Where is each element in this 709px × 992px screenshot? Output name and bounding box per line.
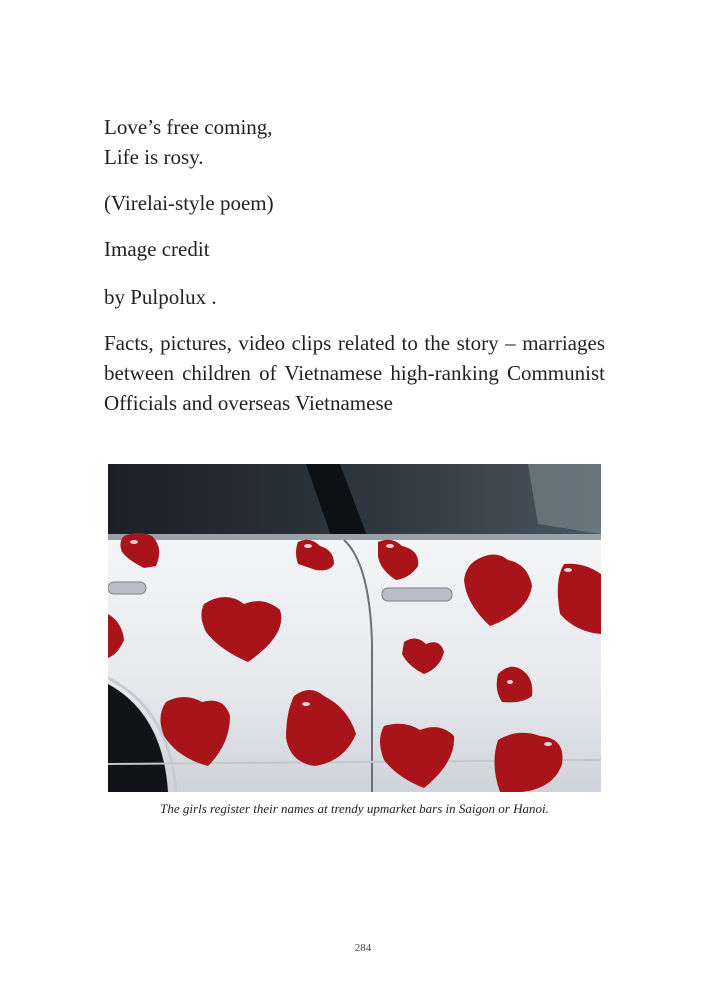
front-door-handle xyxy=(382,588,452,601)
rear-door-handle xyxy=(108,582,146,594)
poem-line-2: Life is rosy. xyxy=(104,145,204,169)
photo-illustration xyxy=(108,464,601,792)
page-number: 284 xyxy=(354,942,372,954)
poem-stanza xyxy=(104,112,273,172)
image-credit-label: Image credit xyxy=(104,237,210,261)
poem-note: (Virelai-style poem) xyxy=(104,191,274,215)
poem-line-1: Love’s free coming, xyxy=(104,115,273,139)
related-paragraph: Facts, pictures, video clips related to the story – marriages between children of Vietnamese high-ranking Communist Officials and overseas Vietnamese xyxy=(104,331,605,415)
credit-author: by Pulpolux . xyxy=(104,285,217,309)
figure-caption: The girls register their names at trendy upmarket bars in Saigon or Hanoi. xyxy=(160,801,549,816)
window-reflection xyxy=(528,464,601,534)
window-trim xyxy=(108,534,601,540)
car-hearts-photo xyxy=(108,464,601,792)
